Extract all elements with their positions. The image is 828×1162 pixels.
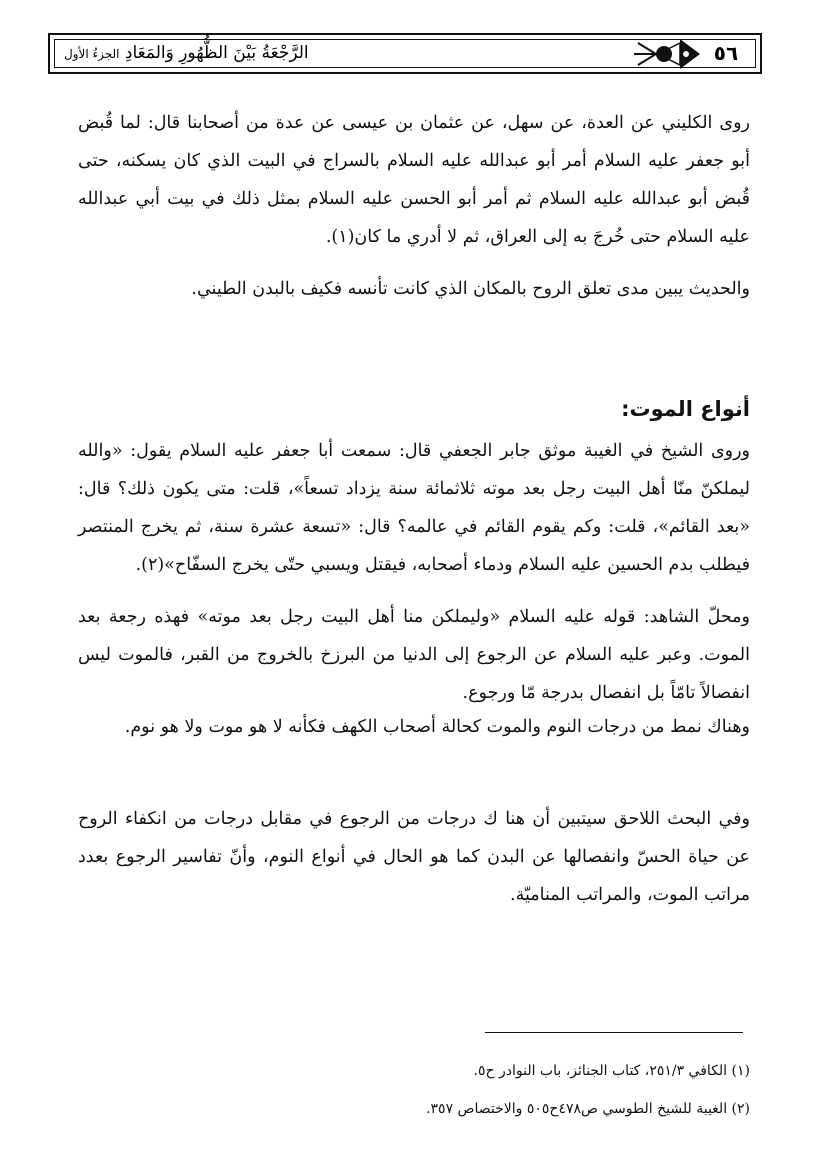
paragraph-next-discussion: وفي البحث اللاحق سيتبين أن هنا ك درجات من الرجوع في مقابل درجات من انكفاء الروح عن حياة الحسّ وانفصالها عن البدن كما هو الحال في أنواع النوم، وأنّ تفاسير الرجوع بعدد مراتب الموت، والمراتب المناميّة. <box>78 809 750 905</box>
ornament-icon <box>634 37 700 71</box>
footnote-1: (١) الكافي ٢٥١/٣، كتاب الجنائز، باب النوادر ح٥. <box>473 1063 750 1079</box>
paragraph-cave-companions: وهناك نمط من درجات النوم والموت كحالة أصحاب الكهف فكأنه لا هو موت ولا هو نوم. <box>124 717 750 737</box>
paragraph-hadith-meaning: والحديث يبين مدى تعلق الروح بالمكان الذي كانت تأنسه فكيف بالبدن الطيني. <box>191 279 750 299</box>
page-number: ٥٦ <box>713 41 739 65</box>
paragraph-kulayni-narration: روى الكليني عن العدة، عن سهل، عن عثمان بن عيسى عن عدة من أصحابنا قال: لما قُبض أبو جعفر عليه السلام أمر أبو عبدالله عليه السلام بالسراج في البيت الذي كان يسكنه، حتى قُبض أبو عبدالله عليه السلام ثم أمر أبو الحسن عليه السلام بمثل ذلك في بيت أبي عبدالله عليه السلام حتى خُرجَ به إلى العراق، ثم لا أدري ما كان(١). <box>78 113 750 247</box>
page-header <box>48 33 762 74</box>
section-heading: أنواع الموت: <box>621 397 750 421</box>
running-title-main: الرَّجْعَةُ بَيْنَ الظُّهُورِ وَالمَعَادِ <box>124 43 309 63</box>
paragraph-jabir-narration: وروى الشيخ في الغيبة موثق جابر الجعفي قال: سمعت أبا جعفر عليه السلام يقول: «والله ليملكنّ منّا أهل البيت رجل بعد موته ثلاثمائة سنة يزداد تسعاً»، قلت: متى يكون ذلك؟ قال: «بعد القائم»، قلت: وكم يقوم القائم في عالمه؟ قال: «تسعة عشرة سنة، ثم يخرج المنتصر فيطلب بدم الحسين عليه السلام ودماء أصحابه، فيقتل ويسبي حتّى يخرج السفّاح»(٢). <box>78 441 750 575</box>
running-title <box>64 38 364 68</box>
running-title-volume: الجزءُ الأول <box>64 47 120 61</box>
footnote-2: (٢) الغيبة للشيخ الطوسي ص٤٧٨ح٥٠٥ والاختصاص ٣٥٧. <box>426 1101 750 1117</box>
paragraph-point-of-evidence: ومحلّ الشاهد: قوله عليه السلام «وليملكن منا أهل البيت رجل بعد موته» فهذه رجعة بعد الموت. وعبر عليه السلام عن الرجوع إلى الدنيا من البرزخ بالخروج من القبر، فالموت ليس انفصالاً تامّاً بل انفصال بدرجة مّا ورجوع. <box>78 607 750 703</box>
footnote-separator <box>485 1032 743 1033</box>
